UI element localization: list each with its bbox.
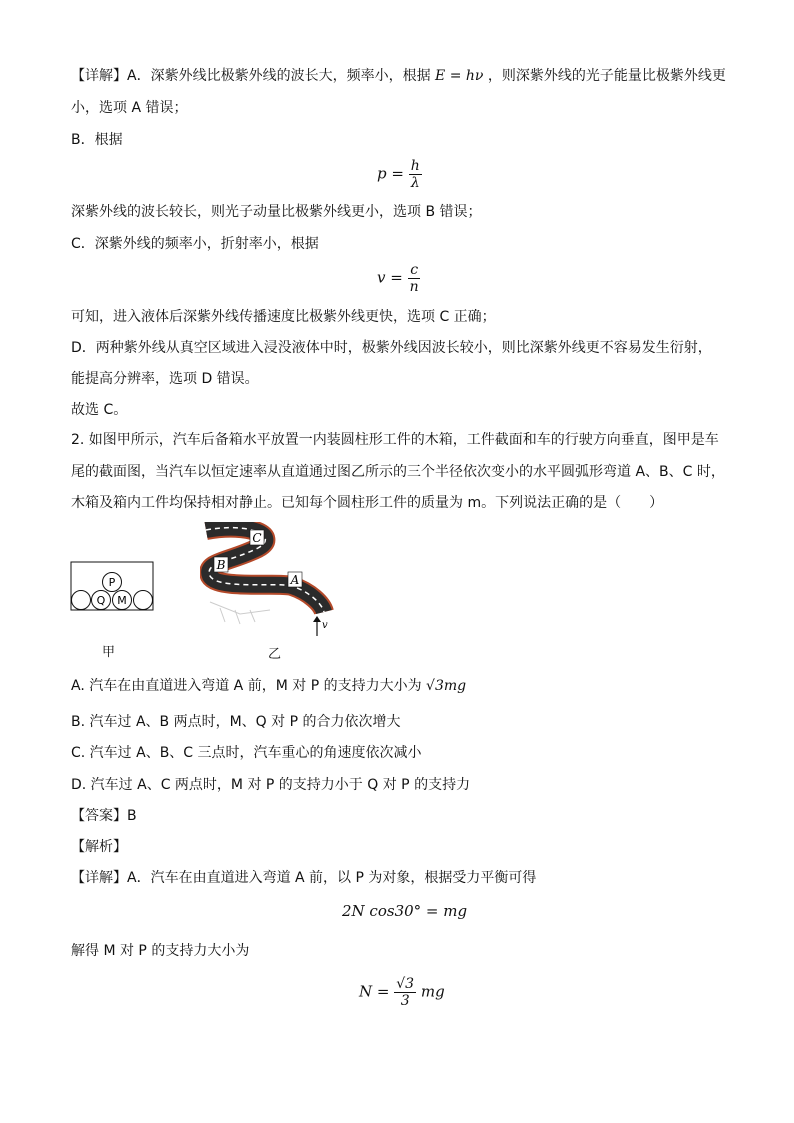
analysis-label: 【解析】: [71, 839, 127, 855]
figure-caption-jia: 甲: [102, 645, 116, 660]
text-line: 【详解】A．汽车在由直道进入弯道 A 前，以 P 为对象，根据受力平衡可得: [71, 870, 537, 886]
text-line: 小，选项 A 错误；: [71, 100, 188, 116]
text-line: D．两种紫外线从真空区域进入浸没液体中时，极紫外线因波长较小，则比深紫外线更不容易发生衍射，: [71, 340, 712, 356]
question-text: 木箱及箱内工件均保持相对静止。已知每个圆柱形工件的质量为 m。下列说法正确的是（ ）: [71, 495, 664, 511]
denominator: n: [409, 279, 419, 295]
cylinder-right: [134, 591, 153, 610]
fraction: [394, 976, 416, 1009]
label-p: P: [108, 576, 116, 589]
question-text: 2. 如图甲所示，汽车后备箱水平放置一内装圆柱形工件的木箱，工件截面和车的行驶方向垂直，图甲是车: [71, 432, 719, 448]
answer-label: 【答案】B: [71, 808, 137, 824]
text-segment: 【详解】A．深紫外线比极紫外线的波长大，频率小，根据: [71, 68, 431, 84]
formula-lhs: N =: [359, 982, 390, 1001]
fraction: [409, 158, 422, 191]
option-a: [71, 676, 466, 696]
option-text: A. 汽车在由直道进入弯道 A 前，M 对 P 的支持力大小为: [71, 678, 422, 694]
formula-equilibrium: 2N cos30° = mg: [342, 902, 468, 920]
arrow-head-icon: [313, 616, 321, 622]
option-d: D. 汽车过 A、C 两点时，M 对 P 的支持力小于 Q 对 P 的支持力: [71, 777, 471, 793]
formula-lhs: v =: [377, 268, 403, 287]
figure-jia: [70, 560, 156, 614]
fraction: [408, 262, 421, 295]
text-line: 可知，进入液体后深紫外线传播速度比极紫外线更快，选项 C 正确；: [71, 309, 496, 325]
text-line: 故选 C。: [71, 402, 128, 418]
formula-momentum: [377, 158, 422, 191]
label-c: C: [252, 531, 262, 545]
denominator: 3: [400, 993, 410, 1009]
cylinder-left: [72, 591, 91, 610]
label-q: Q: [96, 594, 106, 607]
terrain-line: [210, 602, 270, 614]
option-formula: √3mg: [426, 678, 467, 694]
question-text: 尾的截面图，当汽车以恒定速率从直道通过图乙所示的三个半径依次变小的水平圆弧形弯道 A、B、C 时，: [71, 464, 725, 480]
numerator: c: [410, 262, 419, 278]
text-line: [71, 66, 726, 86]
label-b: B: [216, 558, 226, 572]
label-m: M: [117, 594, 127, 607]
text-line: 能提高分辨率，选项 D 错误。: [71, 371, 259, 387]
figure-caption-yi: 乙: [268, 647, 282, 662]
text-line: B．根据: [71, 132, 123, 148]
numerator: h: [410, 158, 420, 174]
label-v: v: [322, 620, 328, 631]
label-a: A: [290, 573, 300, 587]
formula-inline: E = hν: [435, 68, 484, 84]
formula-speed: [377, 262, 421, 295]
formula-normal-force: [359, 976, 445, 1009]
formula-lhs: p =: [377, 164, 404, 183]
terrain-line: [220, 608, 255, 624]
option-b: B. 汽车过 A、B 两点时，M、Q 对 P 的合力依次增大: [71, 714, 401, 730]
text-line: 深紫外线的波长较长，则光子动量比极紫外线更小，选项 B 错误；: [71, 204, 482, 220]
figure-yi: [200, 522, 342, 640]
denominator: λ: [410, 175, 420, 191]
text-line: 解得 M 对 P 的支持力大小为: [71, 943, 250, 959]
formula-tail: mg: [420, 982, 445, 1001]
option-c: C. 汽车过 A、B、C 三点时，汽车重心的角速度依次减小: [71, 745, 422, 761]
text-segment: ，则深紫外线的光子能量比极紫外线更: [487, 68, 726, 84]
text-line: C．深紫外线的频率小，折射率小，根据: [71, 236, 319, 252]
numerator: √3: [396, 976, 415, 992]
